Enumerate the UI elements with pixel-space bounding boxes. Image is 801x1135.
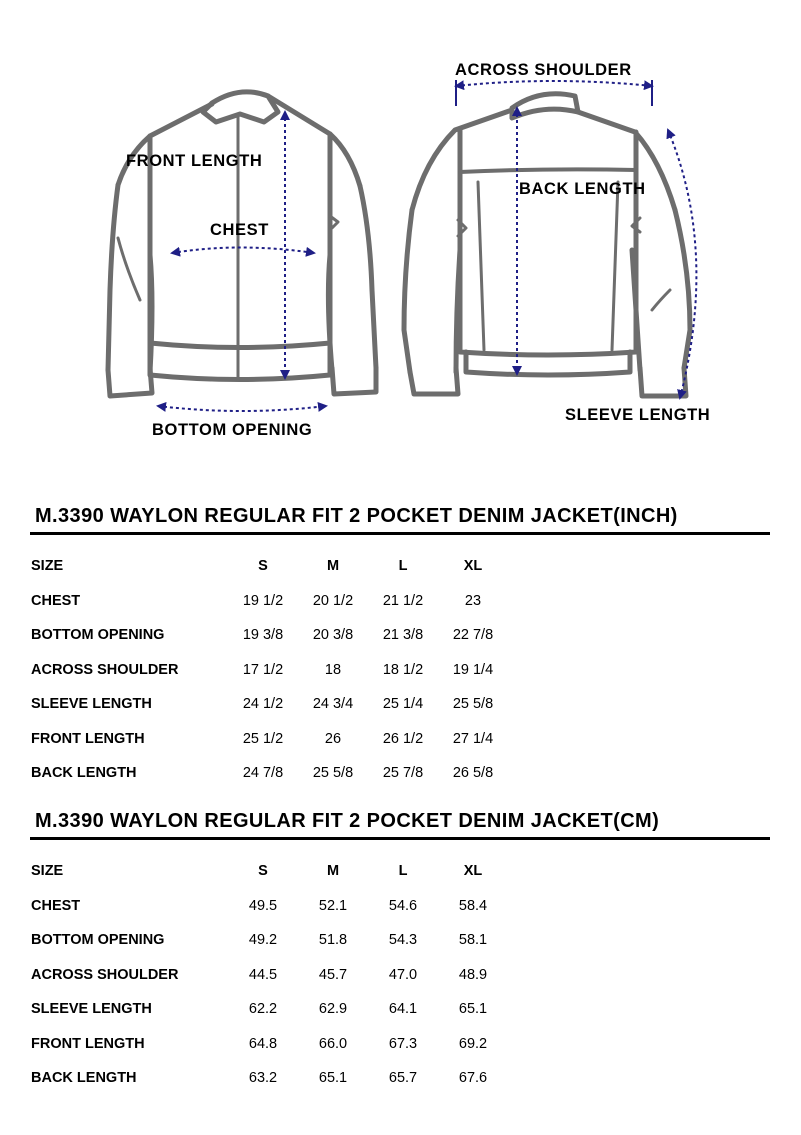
table-cell: 51.8 xyxy=(318,932,348,949)
table-cell: 21 1/2 xyxy=(382,592,424,609)
table-cell: 62.9 xyxy=(318,1001,348,1018)
table-cell: 26 xyxy=(324,730,342,747)
front-length-label: FRONT LENGTH xyxy=(126,152,263,170)
size-header: SIZE xyxy=(31,558,64,575)
table-cell: 66.0 xyxy=(318,1035,348,1052)
back-length-label: BACK LENGTH xyxy=(519,180,646,198)
cm-size-table xyxy=(0,854,801,1096)
table-cell: 67.3 xyxy=(388,1035,418,1052)
row-label: CHEST xyxy=(31,592,81,609)
jacket-measurement-diagram xyxy=(0,0,801,460)
table-row xyxy=(0,923,801,958)
table-row xyxy=(0,618,801,653)
row-label: SLEEVE LENGTH xyxy=(31,696,152,713)
chest-arrow xyxy=(172,248,314,254)
row-label: ACROSS SHOULDER xyxy=(31,966,179,983)
table-cell: 63.2 xyxy=(248,1070,278,1087)
size-m-header: M xyxy=(326,558,340,575)
front-jacket-illustration xyxy=(108,92,376,396)
table-cell: 25 5/8 xyxy=(452,696,494,713)
table-cell: 54.3 xyxy=(388,932,418,949)
table-cell: 17 1/2 xyxy=(242,661,284,678)
table-cell: 20 1/2 xyxy=(312,592,354,609)
size-xl-header: XL xyxy=(463,863,483,880)
jacket-illustrations xyxy=(0,0,801,460)
table-cell: 65.1 xyxy=(458,1001,488,1018)
table-cell: 26 1/2 xyxy=(382,730,424,747)
table-cell: 45.7 xyxy=(318,966,348,983)
row-label: ACROSS SHOULDER xyxy=(31,661,179,678)
inch-size-table xyxy=(0,549,801,791)
table-cell: 20 3/8 xyxy=(312,627,354,644)
back-jacket-illustration xyxy=(404,94,690,396)
table-cell: 58.1 xyxy=(458,932,488,949)
table-cell: 25 1/2 xyxy=(242,730,284,747)
table-cell: 25 5/8 xyxy=(312,765,354,782)
chest-label: CHEST xyxy=(210,221,269,239)
row-label: SLEEVE LENGTH xyxy=(31,1001,152,1018)
table-cell: 19 1/4 xyxy=(452,661,494,678)
table-row xyxy=(0,889,801,924)
size-s-header: S xyxy=(258,863,268,880)
table-cell: 22 7/8 xyxy=(452,627,494,644)
size-m-header: M xyxy=(326,863,340,880)
table-cell: 23 xyxy=(464,592,482,609)
row-label: BOTTOM OPENING xyxy=(31,627,165,644)
table-header-row xyxy=(0,854,801,889)
row-label: CHEST xyxy=(31,897,81,914)
table-cell: 62.2 xyxy=(248,1001,278,1018)
row-label: FRONT LENGTH xyxy=(31,1035,145,1052)
table-cell: 54.6 xyxy=(388,897,418,914)
table-cell: 44.5 xyxy=(248,966,278,983)
sleeve-length-arrow xyxy=(668,130,696,398)
table-cell: 21 3/8 xyxy=(382,627,424,644)
table-cell: 58.4 xyxy=(458,897,488,914)
table-cell: 65.7 xyxy=(388,1070,418,1087)
table-cell: 24 7/8 xyxy=(242,765,284,782)
table-row xyxy=(0,584,801,619)
table-cell: 24 3/4 xyxy=(312,696,354,713)
table-row xyxy=(0,992,801,1027)
across-shoulder-arrow xyxy=(456,81,652,86)
size-l-header: L xyxy=(398,558,408,575)
table-cell: 52.1 xyxy=(318,897,348,914)
across-shoulder-label: ACROSS SHOULDER xyxy=(455,61,632,79)
table-cell: 69.2 xyxy=(458,1035,488,1052)
table-cell: 19 1/2 xyxy=(242,592,284,609)
table-cell: 48.9 xyxy=(458,966,488,983)
cm-title-divider xyxy=(30,837,770,840)
table-cell: 47.0 xyxy=(388,966,418,983)
table-cell: 49.5 xyxy=(248,897,278,914)
bottom-opening-arrow xyxy=(158,406,326,411)
size-xl-header: XL xyxy=(463,558,483,575)
inch-table-title: M.3390 WAYLON REGULAR FIT 2 POCKET DENIM JACKET(INCH) xyxy=(35,505,678,527)
row-label: BACK LENGTH xyxy=(31,765,137,782)
table-cell: 25 7/8 xyxy=(382,765,424,782)
row-label: BOTTOM OPENING xyxy=(31,932,165,949)
bottom-opening-label: BOTTOM OPENING xyxy=(152,421,313,439)
table-cell: 27 1/4 xyxy=(452,730,494,747)
sleeve-length-label: SLEEVE LENGTH xyxy=(565,406,711,424)
table-cell: 18 xyxy=(324,661,342,678)
table-row xyxy=(0,1027,801,1062)
inch-title-divider xyxy=(30,532,770,535)
table-row xyxy=(0,653,801,688)
row-label: FRONT LENGTH xyxy=(31,730,145,747)
table-cell: 24 1/2 xyxy=(242,696,284,713)
table-cell: 64.8 xyxy=(248,1035,278,1052)
table-cell: 64.1 xyxy=(388,1001,418,1018)
table-row xyxy=(0,722,801,757)
table-cell: 26 5/8 xyxy=(452,765,494,782)
size-l-header: L xyxy=(398,863,408,880)
table-cell: 18 1/2 xyxy=(382,661,424,678)
table-cell: 49.2 xyxy=(248,932,278,949)
table-row xyxy=(0,958,801,993)
table-row xyxy=(0,687,801,722)
table-cell: 25 1/4 xyxy=(382,696,424,713)
cm-table-title: M.3390 WAYLON REGULAR FIT 2 POCKET DENIM JACKET(CM) xyxy=(35,810,660,832)
table-cell: 19 3/8 xyxy=(242,627,284,644)
table-header-row xyxy=(0,549,801,584)
size-header: SIZE xyxy=(31,863,64,880)
table-cell: 67.6 xyxy=(458,1070,488,1087)
table-row xyxy=(0,1061,801,1096)
row-label: BACK LENGTH xyxy=(31,1070,137,1087)
table-cell: 65.1 xyxy=(318,1070,348,1087)
table-row xyxy=(0,756,801,791)
size-s-header: S xyxy=(258,558,268,575)
